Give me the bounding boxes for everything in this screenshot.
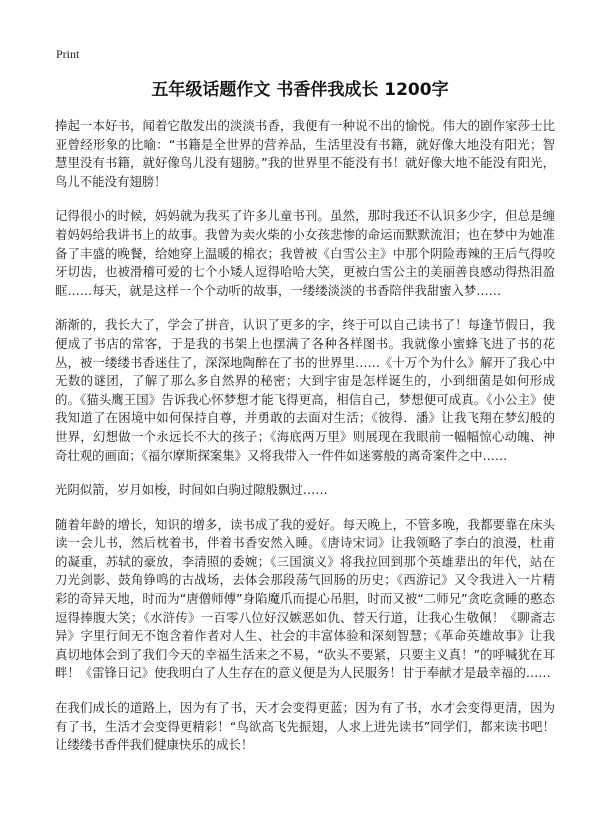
paragraph-5: 随着年龄的增长，知识的增多，读书成了我的爱好。每天晚上，不管多晚，我都要靠在床头读一会儿书，然后枕着书，伴着书香安然入睡。《唐诗宋词》让我领略了李白的浪漫，杜甫的凝重，苏轼的豪放，李清照的委婉；《三国演义》将我拉回到那个英雄辈出的年代，站在刀光剑影、鼓角铮鸣的古战场，去体会那段荡气回肠的历史；《西游记》又令我进入一片精彩的奇异天地，时而为“唐僧师傅”身陷魔爪而提心吊胆，时而又被“二师兄”贪吃贪睡的憨态逗得捧腹大笑；《水浒传》一百零八位好汉嫉恶如仇、替天行道，让我心生敬佩！《聊斋志异》字里行间无不饱含着作者对人生、社会的丰富体验和深刻智慧；《革命英雄故事》让我真切地体会到了我们今天的幸福生活来之不易，“砍头不要紧，只要主义真！”的呼喊犹在耳畔！《雷锋日记》使我明白了人生存在的意义便是为人民服务！甘于奉献才是最幸福的…… xyxy=(55,516,555,681)
paragraph-3: 渐渐的，我长大了，学会了拼音，认识了更多的字，终于可以自己读书了！每逢节假日，我便成了书店的常客，于是我的书架上也摆满了各种各样图书。我就像小蜜蜂飞进了书的花丛，被一缕缕书香迷住了，深深地陶醉在了书的世界里……《十万个为什么》解开了我心中无数的谜团，了解了那么多自然界的秘密；大到宇宙是怎样诞生的，小到细菌是如何形成的。《猫头鹰王国》告诉我心怀梦想才能飞得更高，相信自己，梦想便可成真。《小公主》使我知道了在困境中如何保持自尊，并勇敢的去面对生活；《彼得．潘》让我飞翔在梦幻般的世界，幻想做一个永远长不大的孩子；《海底两万里》则展现在我眼前一幅幅惊心动魄、神奇壮观的画面；《福尔摩斯探案集》又将我带入一件件如迷雾般的离奇案件之中…… xyxy=(55,317,555,463)
article-body xyxy=(55,117,555,771)
paragraph-6: 在我们成长的道路上，因为有了书，天才会变得更蓝；因为有了书，水才会变得更清，因为有了书，生活才会变得更精彩！“鸟欲高飞先振翅，人求上进先读书”同学们，都来读书吧！让缕缕书香伴我们健康快乐的成长！ xyxy=(55,700,555,753)
article-title: 五年级话题作文 书香伴我成长 1200字 xyxy=(151,80,449,100)
paragraph-2: 记得很小的时候，妈妈就为我买了许多儿童书刊。虽然，那时我还不认识多少字，但总是缠着妈妈给我讲书上的故事。我曾为卖火柴的小女孩悲惨的命运而默默流泪；也在梦中为她准备了丰盛的晚餐，给她穿上温暖的棉衣；我曾被《白雪公主》中那个阴险毒辣的王后气得咬牙切齿，也被滑稽可爱的七个小矮人逗得哈哈大笑，更被白雪公主的美丽善良感动得热泪盈眶……每天，就是这样一个个动听的故事，一缕缕淡淡的书香陪伴我甜蜜入梦…… xyxy=(55,208,555,298)
paragraph-4: 光阴似箭，岁月如梭，时间如白驹过隙般飘过…… xyxy=(55,482,328,498)
print-link[interactable]: Print xyxy=(56,47,80,61)
paragraph-1: 捧起一本好书，闻着它散发出的淡淡书香，我便有一种说不出的愉悦。伟大的剧作家莎士比亚曾经形象的比喻：“书籍是全世界的营养品，生活里没有书籍，就好像大地没有阳光；智慧里没有书籍，就好像鸟儿没有翅膀。”我的世界里不能没有书！就好像大地不能没有阳光，鸟儿不能没有翅膀！ xyxy=(55,118,555,189)
